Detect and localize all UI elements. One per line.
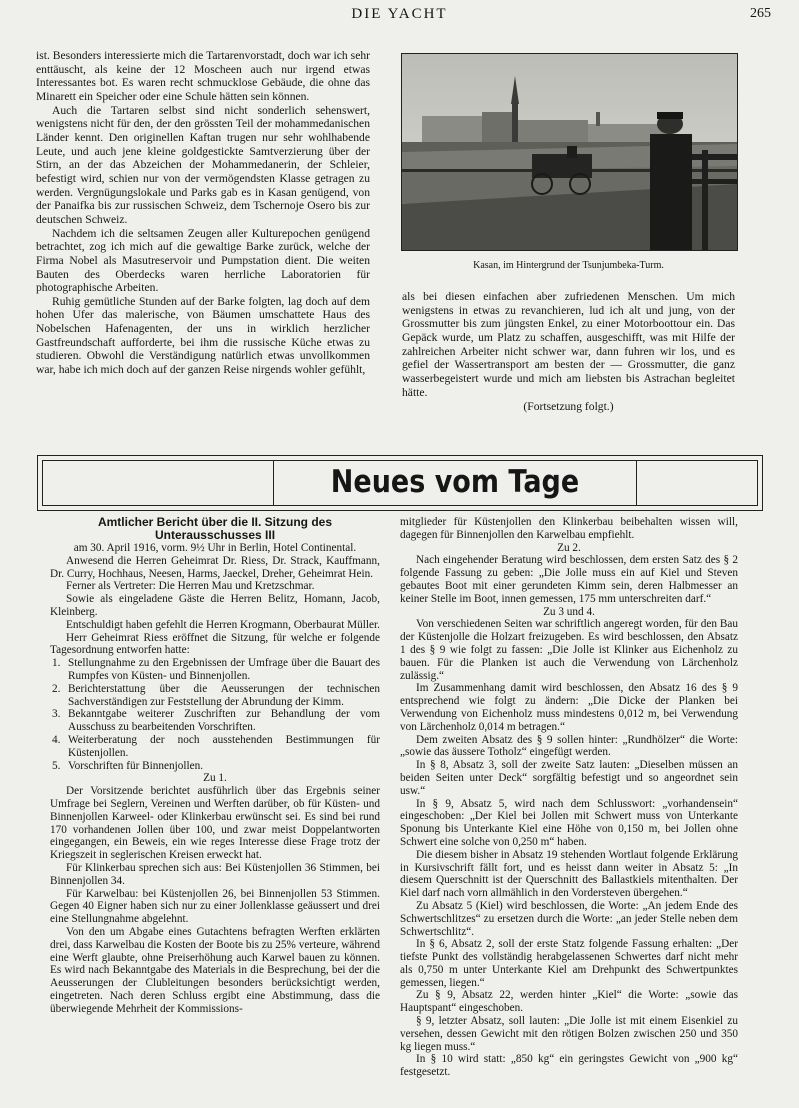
paragraph: Für Klinkerbau sprechen sich aus: Bei Küstenjollen 36 Stimmen, bei Binnenjollen 34. [50, 861, 380, 887]
agenda-item: 3. Bekanntgabe weiterer Zuschriften zur Behandlung der vom Ausschuss zu bearbeitenden Vorschriften. [52, 708, 380, 734]
paragraph: In § 6, Absatz 2, soll der erste Statz folgende Fassung erhalten: „Der tiefste Punkt des vollständig herabgelassenen Schwertes darf nicht mehr als 0,750 m unter Unterkante Kiel am Drehpunkt des Schwertpunktes gemessen, liegen.“ [400, 938, 738, 989]
paragraph: Zu Absatz 5 (Kiel) wird beschlossen, die Worte: „An jedem Ende des Schwertschlitzes“ zu ersetzen durch die Worte: „an jeder Stelle neben dem Schwertschlitz“. [400, 899, 738, 938]
agenda-item: 5. Vorschriften für Binnenjollen. [52, 759, 204, 772]
paragraph: Von verschiedenen Seiten war schriftlich angeregt worden, für den Bau der Küstenjolle die Holzart freizugeben. Es wird beschlossen, den Absatz 1 des § 9 wie folgt zu fassen: „Die Jolle ist Klinker aus Eichenholz zu bauen. Für die Planken ist auch die Verwendung von Lärchenholz zulässig.“ [400, 618, 738, 682]
subheading: Zu 1. [203, 772, 227, 785]
report-left-column [50, 516, 380, 1015]
journal-title: DIE YACHT [351, 6, 448, 22]
subheading: Zu 3 und 4. [543, 605, 595, 618]
banner-title-box [273, 461, 637, 505]
paragraph: Die diesem bisher in Absatz 19 stehenden Wortlaut folgende Erklärung in Kursivschrift fällt fort, und es heisst dann weiter in Absatz 5: „In diesem Querschnitt ist der Querschnitt des Ballastkiels mitenthalten. Der Kiel darf nach vorn allmählich in den Vordersteven übergehen.“ [400, 848, 738, 900]
section-title: Neues vom Tage [330, 464, 580, 501]
paragraph: Im Zusammenhang damit wird beschlossen, den Absatz 16 des § 9 entsprechend wie folgt zu ändern: „Die Dicke der Planken bei Verwendung von Eichenholz muss mindestens 0,012 m, bei Verwendung von Lärchenholz 0,014 m betragen.“ [400, 682, 738, 733]
article-date-line: am 30. April 1916, vorm. 9½ Uhr in Berlin, Hotel Continental. [73, 542, 357, 554]
paragraph: In § 9, Absatz 5, wird nach dem Schlusswort: „vorhandensein“ eingeschoben: „Der Kiel bei Jollen mit Schwert muss von Unterkante Sponung bis Unterkante Kiel eine Höhe von 0,150 m, bei Jollen ohne Schwert eine solche von 0,250 m“ haben. [400, 797, 738, 848]
section-banner [37, 455, 763, 511]
paragraph: In § 10 wird statt: „850 kg“ ein geringstes Gewicht von „900 kg“ festgesetzt. [400, 1053, 738, 1079]
kasan-photograph [401, 53, 738, 251]
paragraph: Zu § 9, Absatz 22, werden hinter „Kiel“ die Worte: „sowie das Hauptspant“ eingeschoben. [400, 989, 738, 1015]
paragraph: Ferner als Vertreter: Die Herren Mau und Kretzschmar. [66, 580, 315, 593]
paragraph: In § 8, Absatz 3, soll der zweite Satz lauten: „Dieselben müssen an beiden Seiten unter Deck“ sorgfältig befestigt und so angeordnet sein usw.“ [400, 759, 738, 797]
paragraph: Der Vorsitzende berichtet ausführlich über das Ergebnis seiner Umfrage bei Seglern, Vereinen und Werften darüber, ob für Küsten- und Binnenjollen Karweel- oder Klinkerbau erwünscht sei. Es sind bei rund 170 vorhandenen Jollen über 100, und zwar meist Doppelantworten eingegangen, ein Beweis, ein wie reges Interesse diese Frage trotz der Kriegszeit in seglerischen Kreisen erweckt hat. [50, 785, 380, 862]
paragraph: als bei diesen einfachen aber zufriedenen Menschen. Um mich wenigstens in etwas zu revanchieren, lud ich alt und jung, von der Grossmutter bis zum jüngsten Enkel, zu einer Motorboottour ein. Das Gepäck wurde, um Platz zu schaffen, ausgeschifft, was mit Hilfe der zahlreichen Arbeiter nicht schwer war, dann fuhren wir los, und es gefiel der Wassertransport am besten der — Grossmutter, die ganz wasserbegeistert wurde und mich am liebsten bis Astrachan begleitet hätte. [402, 290, 735, 399]
paragraph: Nachdem ich die seltsamen Zeugen aller Kulturepochen genügend betrachtet, zog ich mich auf die gewaltige Barke zurück, welche der Firma Nobel als Masutreservoir und Pumpstation dient. Die weiten Bauten des Oberdecks waren herrliche Laboratorien für photographische Arbeiten. [36, 226, 370, 295]
paragraph: Auch die Tartaren selbst sind nicht sonderlich sehenswert, wenigstens nicht für den, der den grössten Teil der mohammedanischen Länder kennt. Den originellen Kaftan trugen nur sehr wohlhabende Leute, und auch jene kleine goldgestickte Samtverzierung über der Stirn, an der das Abzeichen der Mohammedanerin, der Schleier, befestigt wird, schien nur von der vermögendsten Klasse getragen zu werden. Vergnügungslokale und Parks gab es in Kasan genügend, von der Panaifka bis zur russischen Schweiz, dem Tschernoje Osero bis zur deutschen Schweiz. [36, 103, 370, 226]
paragraph: Sowie als eingeladene Gäste die Herren Belitz, Homann, Jacob, Kleinberg. [50, 593, 380, 618]
agenda-item: 2. Berichterstattung über die Aeusserungen der technischen Sachverständigen zur Feststellung der Abrundung der Kimm. [52, 682, 380, 708]
paragraph: Anwesend die Herren Geheimrat Dr. Riess, Dr. Strack, Kauffmann, Dr. Curry, Hochhaus, Neesen, Harms, Jaeckel, Dreher, Geheimrat Hein. [50, 554, 380, 580]
page-number: 265 [750, 6, 771, 21]
article-headline: Amtlicher Bericht über die II. Sitzung des Unterausschusses III [97, 515, 333, 542]
photo-caption: Kasan, im Hintergrund der Tsunjumbeka-Turm. [473, 260, 664, 271]
banner-frame [42, 460, 758, 506]
subheading: Zu 2. [557, 541, 581, 554]
agenda-item: 1. Stellungnahme zu den Ergebnissen der Umfrage über die Bauart des Rumpfes von Küsten- und Binnenjollen. [52, 657, 380, 682]
paragraph: Herr Geheimrat Riess eröffnet die Sitzung, für welche er folgende Tagesordnung entworfen hatte: [50, 631, 380, 657]
paragraph: Nach eingehender Beratung wird beschlossen, dem ersten Satz des § 2 folgende Fassung zu geben: „Die Jolle muss ein auf Kiel und Steven gebautes Boot mit einer gerundeten Kimm sein, deren Halbmesser an keiner Stelle im Boot, innen gemessen, 175 mm unterschreiten darf.“ [400, 554, 738, 605]
paragraph: Für Karwelbau: bei Küstenjollen 26, bei Binnenjollen 53 Stimmen. Gegen 40 Eigner haben sich nur zu einer Jollenklasse geäussert und drei eine Stellungnahme abgelehnt. [50, 887, 380, 926]
agenda-item: 4. Weiterberatung der noch ausstehenden Bestimmungen für Küstenjollen. [52, 733, 380, 759]
agenda-list [50, 657, 380, 772]
paragraph: Ruhig gemütliche Stunden auf der Barke folgten, lag doch auf dem hohen Ufer das malerische, von Bäumen umschattete Haus des Nobelschen Hafenagenten, der uns in wirklich herzlicher Gastfreundschaft aufforderte, bei ihm die russische Küche etwas zu studieren. Obwohl die Verständigung natürlich etwas unvollkommen war, habe ich mich doch auf der ganzen Reise nirgends wohler gefühlt, [36, 294, 370, 377]
paragraph: Entschuldigt haben gefehlt die Herren Krogmann, Oberbaurat Müller. [66, 618, 380, 631]
to-be-continued: (Fortsetzung folgt.) [523, 400, 614, 414]
paragraph: mitglieder für Küstenjollen den Klinkerbau beibehalten wissen will, dagegen für Binnenjollen den Karwelbau empfiehlt. [400, 516, 738, 541]
paragraph: Dem zweiten Absatz des § 9 sollen hinter: „Rundhölzer“ die Worte: „sowie das äussere Totholz“ eingefügt werden. [400, 733, 738, 759]
page-header [0, 6, 799, 26]
travel-text-left-column [36, 49, 370, 377]
paragraph: ist. Besonders interessierte mich die Tartarenvorstadt, doch war ich sehr enttäuscht, als keine der 12 Moscheen auch nur irgend etwas Interessantes bot. Es waren recht schmucklose Gebäude, die ohne das Minarett ein Speicher oder eine Schule hätten sein können. [36, 49, 370, 103]
paragraph: Von den um Abgabe eines Gutachtens befragten Werften erklärten drei, dass Karwelbau die Kosten der Boote bis zu 25% verteure, während eine Werft glaubte, ohne Preiserhöhung auch Karwel bauen zu können. Es wird nach Bekanntgabe des Materials in die Besprechung, bei der die Aeusserungen der Clubleitungen besonders berücksichtigt werden, eingetreten. Nach deren Schluss ergibt eine Abstimmung, dass die überwiegende Mehrheit der Kommissions- [50, 925, 380, 1015]
paragraph: § 9, letzter Absatz, soll lauten: „Die Jolle ist mit einem Eisenkiel zu versehen, dessen Gewicht mit den rötigen Bolzen zwischen 250 und 350 kg liegen muss.“ [400, 1015, 738, 1053]
report-right-column [400, 516, 738, 1079]
travel-text-right-column [402, 290, 735, 414]
